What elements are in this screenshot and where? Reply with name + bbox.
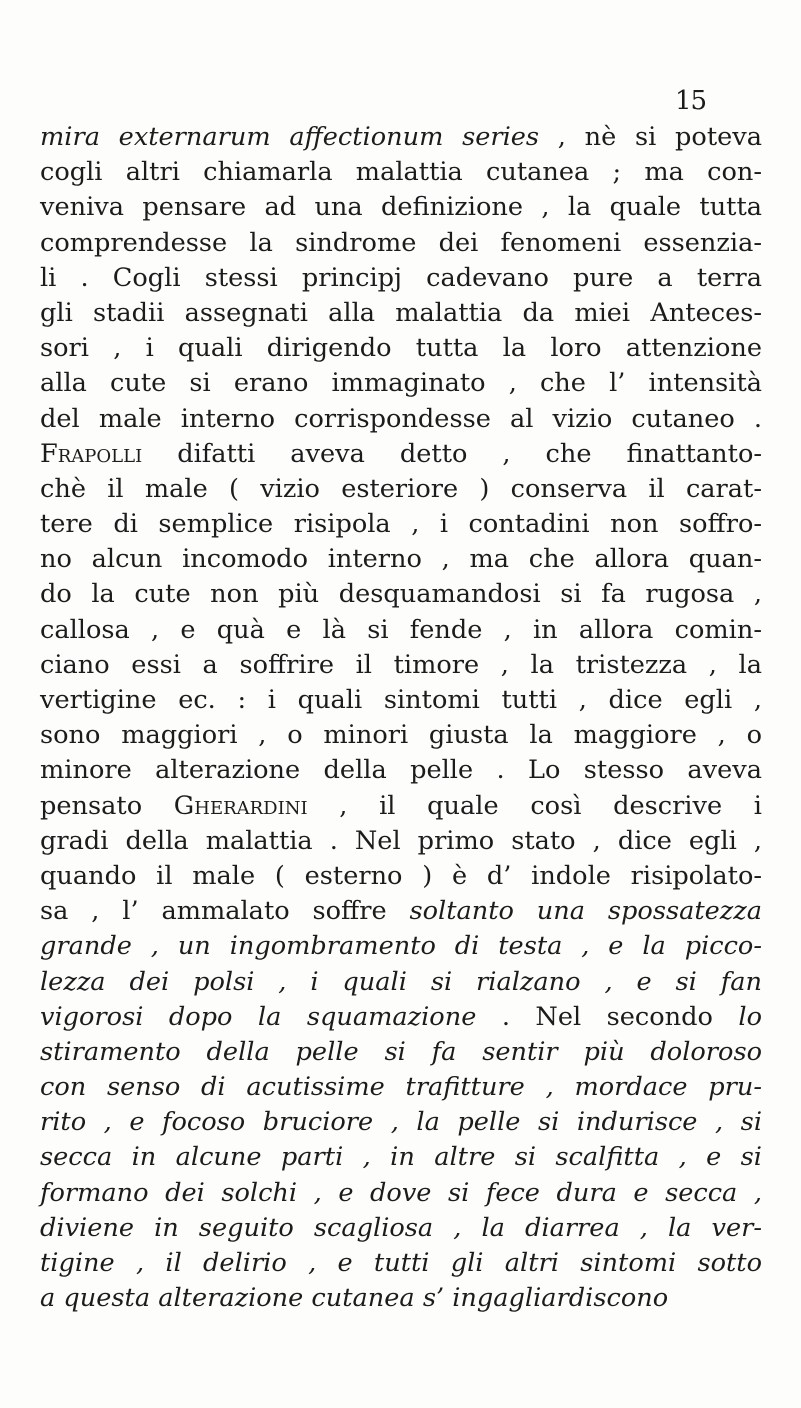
text-line xyxy=(40,683,762,718)
text-run: tere di semplice risipola , i contadini non soffro- xyxy=(40,509,762,540)
text-run: soltanto una spossatezza xyxy=(409,896,763,927)
text-line xyxy=(40,472,762,507)
text-line xyxy=(40,1035,762,1070)
text-line xyxy=(40,402,762,437)
text-run: veniva pensare ad una definizione , la quale tutta xyxy=(40,192,762,223)
text-run: vigorosi dopo la squamazione xyxy=(40,1001,477,1032)
text-line xyxy=(40,613,762,648)
text-run: pensato xyxy=(40,790,174,821)
text-run: quando il male ( esterno ) è d’ indole risipolato- xyxy=(40,860,762,891)
text-run: a questa alterazione cutanea s’ ingagliardiscono xyxy=(40,1283,669,1314)
text-run: lezza dei polsi , i quali si rialzano , e si fan xyxy=(40,966,762,997)
body-text xyxy=(40,120,762,1316)
text-run: difatti aveva detto , che finattanto- xyxy=(142,438,762,469)
text-line xyxy=(40,718,762,753)
text-line xyxy=(40,1246,762,1281)
text-line xyxy=(40,929,762,964)
text-line xyxy=(40,226,762,261)
text-run: del male interno corrispondesse al vizio cutaneo . xyxy=(40,403,762,434)
text-line xyxy=(40,1281,762,1316)
author-name: Gherardini xyxy=(173,790,308,821)
text-run: stiramento della pelle si fa sentir più doloroso xyxy=(40,1036,762,1067)
text-run: mira externarum affectionum series xyxy=(40,122,540,152)
text-run: chè il male ( vizio esteriore ) conserva il carat- xyxy=(40,473,762,504)
text-run: no alcun incomodo interno , ma che allora quan- xyxy=(40,544,762,575)
text-run: cogli altri chiamarla malattia cutanea ; ma con- xyxy=(40,157,762,188)
text-line xyxy=(40,296,762,331)
text-line xyxy=(40,331,762,366)
text-line xyxy=(40,894,762,929)
text-line xyxy=(40,190,762,225)
text-line xyxy=(40,1140,762,1175)
text-line xyxy=(40,120,762,155)
text-line xyxy=(40,261,762,296)
text-line xyxy=(40,1176,762,1211)
text-run: vertigine ec. : i quali sintomi tutti , dice egli , xyxy=(40,685,762,715)
text-line xyxy=(40,1000,762,1035)
text-line xyxy=(40,1105,762,1140)
text-run: sori , i quali dirigendo tutta la loro attenzione xyxy=(40,333,762,364)
text-line xyxy=(40,507,762,542)
text-run: diviene in seguito scagliosa , la diarrea , la ver- xyxy=(40,1212,762,1243)
text-run: sa , l’ ammalato soffre xyxy=(40,896,410,927)
text-line xyxy=(40,1070,762,1105)
text-run: li . Cogli stessi principj cadevano pure a terra xyxy=(40,262,762,293)
text-line xyxy=(40,824,762,859)
text-line xyxy=(40,1211,762,1246)
text-line xyxy=(40,577,762,612)
text-run: gradi della malattia . Nel primo stato , dice egli , xyxy=(40,825,762,856)
text-run: sono maggiori , o minori giusta la maggiore , o xyxy=(40,720,762,751)
text-run: tigine , il delirio , e tutti gli altri sintomi sotto xyxy=(40,1248,762,1278)
text-line xyxy=(40,753,762,788)
text-run: , il quale così descrive i xyxy=(307,790,762,821)
text-run: con senso di acutissime trafitture , mordace pru- xyxy=(40,1072,762,1103)
text-run: comprendesse la sindrome dei fenomeni essenzia- xyxy=(40,227,762,258)
text-run: . Nel secondo xyxy=(476,1001,739,1032)
text-line xyxy=(40,542,762,577)
text-line xyxy=(40,965,762,1000)
page-number: 15 xyxy=(675,86,707,116)
text-run: alla cute si erano immaginato , che l’ intensità xyxy=(40,368,762,399)
text-line xyxy=(40,366,762,401)
text-run: lo xyxy=(738,1001,762,1032)
author-name: Frapolli xyxy=(40,438,143,469)
text-run: rito , e focoso bruciore , la pelle si indurisce , si xyxy=(40,1107,762,1138)
text-run: ciano essi a soffrire il timore , la tristezza , la xyxy=(40,649,762,680)
text-line xyxy=(40,859,762,894)
text-run: grande , un ingombramento di testa , e la picco- xyxy=(40,931,762,962)
text-run: minore alterazione della pelle . Lo stesso aveva xyxy=(40,755,762,786)
text-line xyxy=(40,155,762,190)
text-run: formano dei solchi , e dove si fece dura e secca , xyxy=(40,1177,762,1208)
text-run: callosa , e quà e là si fende , in allora comin- xyxy=(40,614,762,645)
text-line xyxy=(40,437,762,472)
text-run: secca in alcune parti , in altre si scalfitta , e si xyxy=(40,1142,762,1173)
text-line xyxy=(40,648,762,683)
text-run: do la cute non più desquamandosi si fa rugosa , xyxy=(40,579,762,610)
text-run: gli stadii assegnati alla malattia da miei Anteces- xyxy=(40,297,762,328)
text-line xyxy=(40,789,762,824)
text-run: , nè si poteva xyxy=(539,122,762,152)
